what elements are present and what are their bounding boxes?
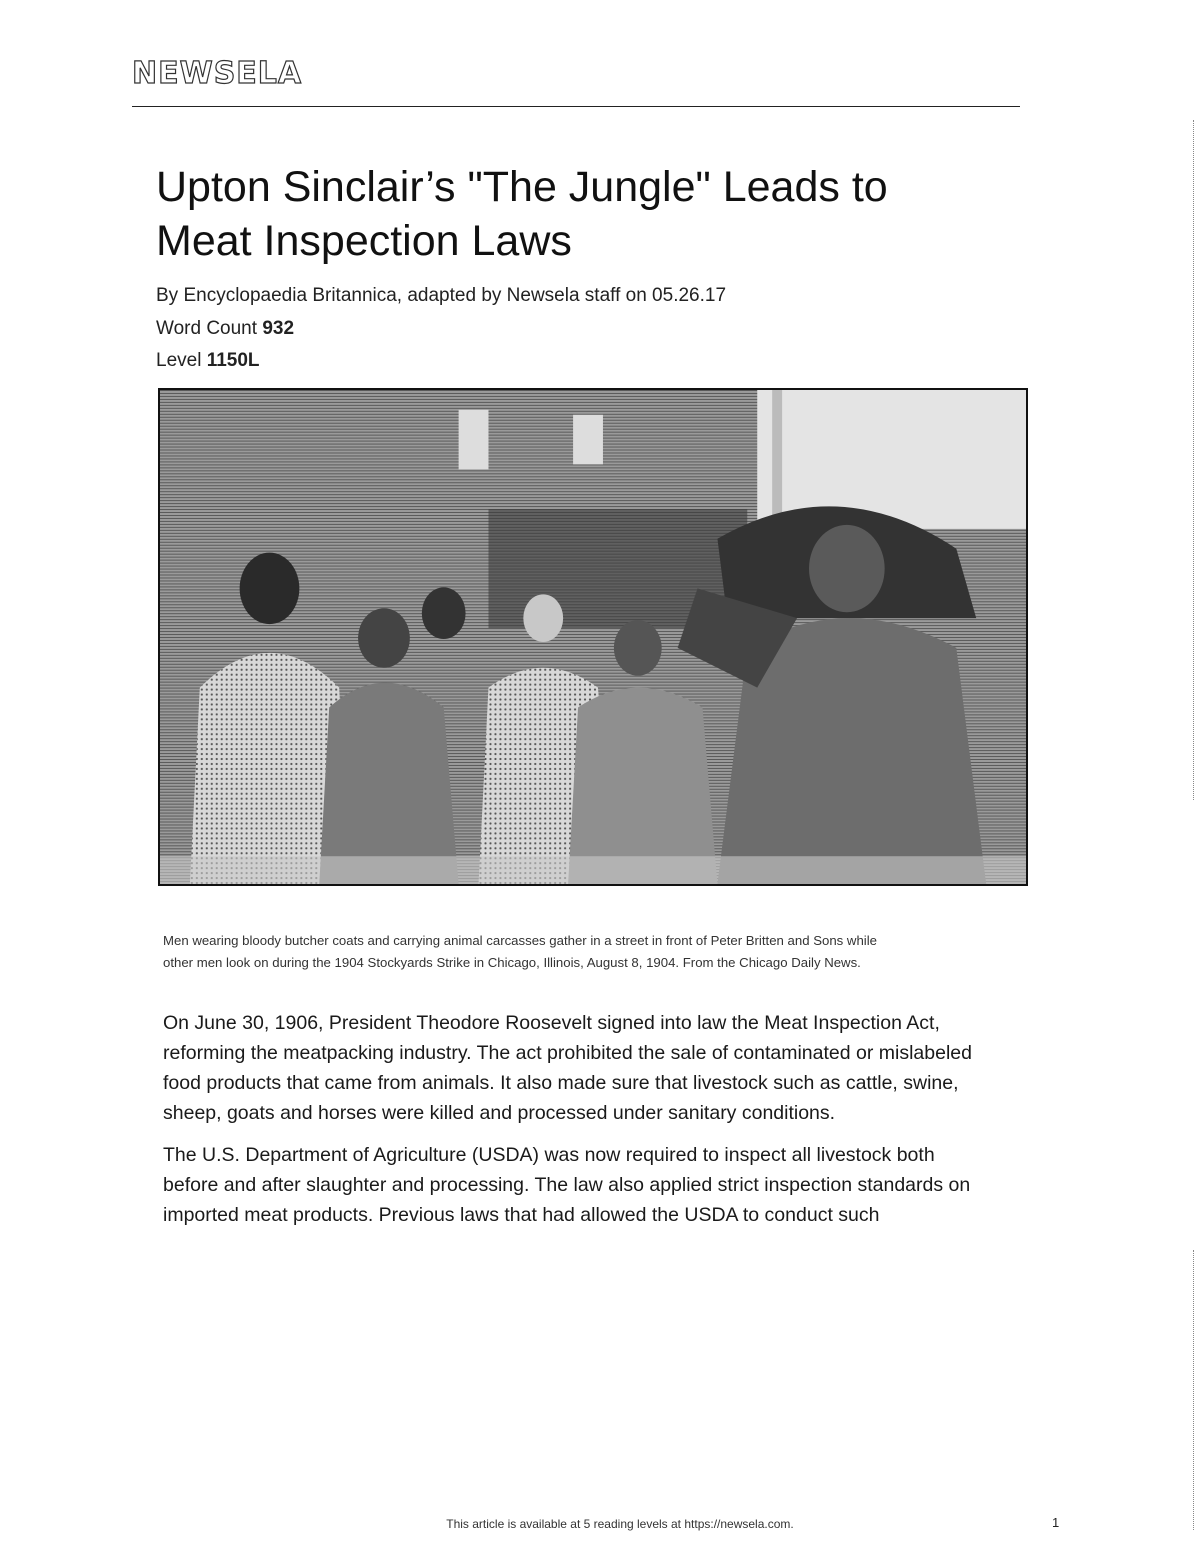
paragraph-2-line: imported meat products. Previous laws that had allowed the USDA to conduct such bbox=[163, 1204, 880, 1226]
byline: By Encyclopaedia Britannica, adapted by Newsela staff on 05.26.17 bbox=[156, 285, 727, 306]
scan-edge-mark bbox=[1193, 120, 1194, 800]
scan-edge-mark bbox=[1193, 1250, 1194, 1530]
reading-level bbox=[156, 350, 260, 372]
caption-line-2: other men look on during the 1904 Stockyards Strike in Chicago, Illinois, August 8, 1904. From the Chicago Daily News. bbox=[163, 955, 861, 970]
level-value: 1150L bbox=[206, 350, 260, 371]
article-photo bbox=[158, 388, 1028, 886]
page-number: 1 bbox=[1052, 1515, 1060, 1530]
historical-photo-icon bbox=[160, 390, 1026, 884]
level-label: Level bbox=[156, 350, 202, 371]
paragraph-2 bbox=[163, 1140, 1043, 1230]
header-rule bbox=[132, 106, 1020, 107]
title-line-2: Meat Inspection Laws bbox=[156, 217, 572, 265]
paragraph-2-line: before and after slaughter and processing. The law also applied strict inspection standards on bbox=[163, 1174, 971, 1196]
paragraph-1-line: reforming the meatpacking industry. The act prohibited the sale of contaminated or mislabeled bbox=[163, 1042, 972, 1064]
article-title bbox=[156, 160, 1036, 268]
photo-caption bbox=[163, 930, 1023, 974]
paragraph-1-line: sheep, goats and horses were killed and processed under sanitary conditions. bbox=[163, 1102, 836, 1124]
word-count bbox=[156, 318, 294, 340]
newsela-logo: NEWSELA bbox=[132, 56, 303, 91]
paragraph-1 bbox=[163, 1008, 1043, 1128]
paragraph-1-line: food products that came from animals. It also made sure that livestock such as cattle, swine, bbox=[163, 1072, 959, 1094]
word-count-label: Word Count bbox=[156, 318, 258, 339]
footer-availability: This article is available at 5 reading levels at https://newsela.com. bbox=[446, 1517, 794, 1531]
title-line-1: Upton Sinclair’s "The Jungle" Leads to bbox=[156, 163, 888, 211]
caption-line-1: Men wearing bloody butcher coats and carrying animal carcasses gather in a street in front of Peter Britten and Sons while bbox=[163, 933, 877, 948]
word-count-value: 932 bbox=[262, 318, 295, 339]
paragraph-2-line: The U.S. Department of Agriculture (USDA) was now required to inspect all livestock both bbox=[163, 1144, 935, 1166]
paragraph-1-line: On June 30, 1906, President Theodore Roosevelt signed into law the Meat Inspection Act, bbox=[163, 1012, 940, 1034]
